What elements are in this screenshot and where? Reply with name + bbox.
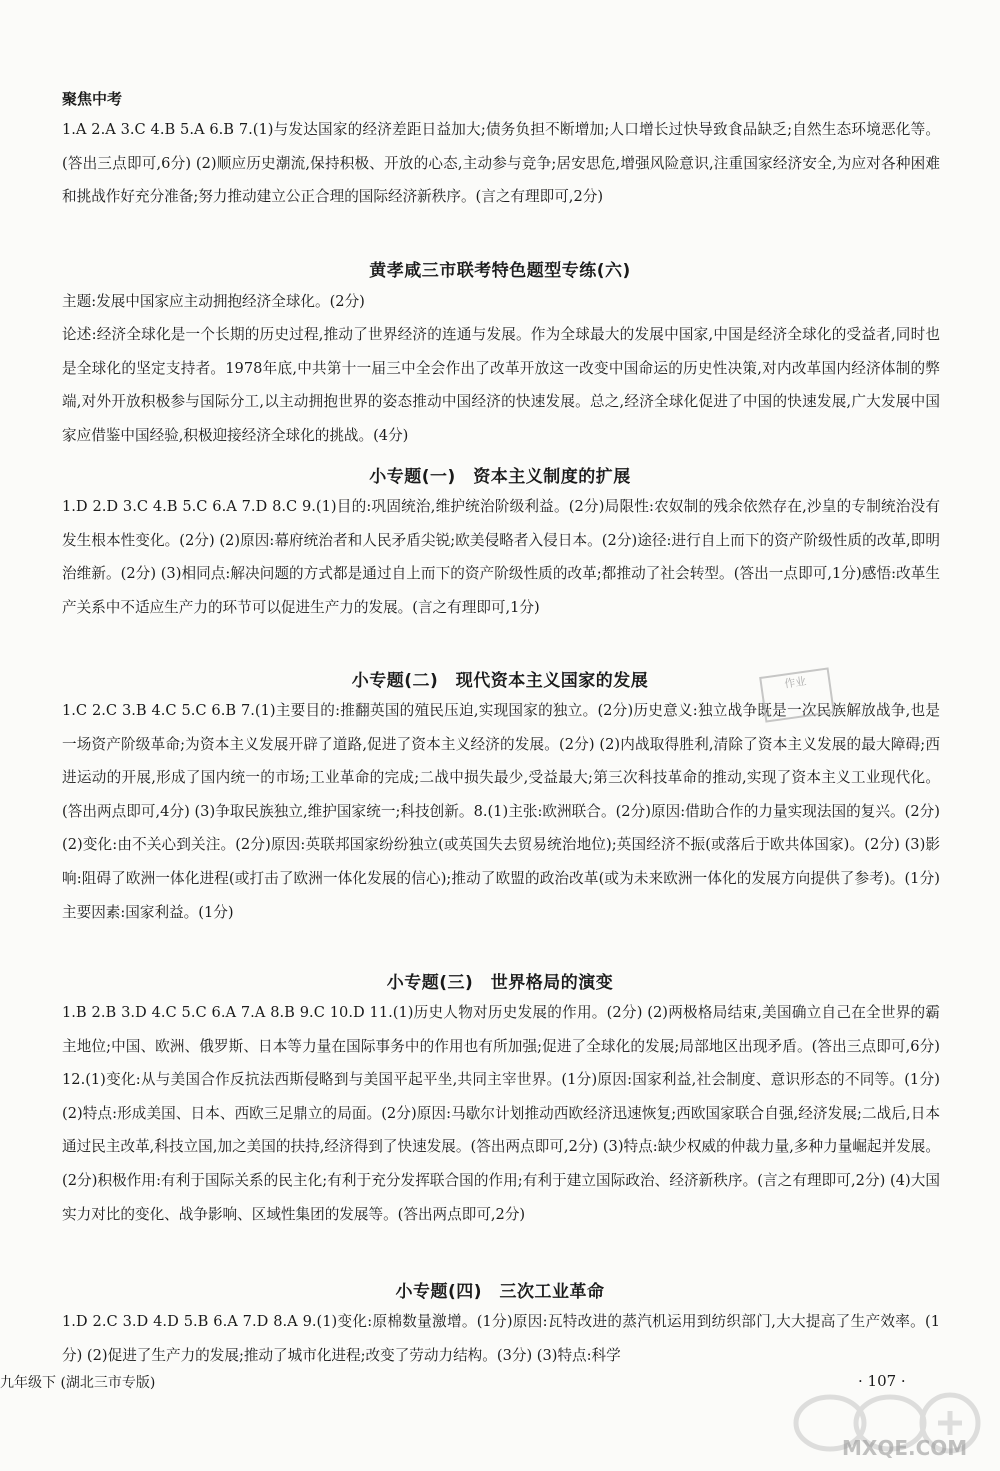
topic-4-answers: 1.D 2.C 3.D 4.D 5.B 6.A 7.D 8.A 9.(1)变化:原棉数量激增。(1分)原因:瓦特改进的蒸汽机运用到纺织部门,大大提高了生产效率。(1分) (2)促进了生产力的发展;推动了城市化进程;改变了劳动力结构。(3分) (3)特点:科学 bbox=[62, 1313, 940, 1364]
topic-3-answers: 1.B 2.B 3.D 4.C 5.C 6.A 7.A 8.B 9.C 10.D 11.(1)历史人物对历史发展的作用。(2分) (2)两极格局结束,美国确立自己在全世界的霸主地位;中国、欧洲、俄罗斯、日本等力量在国际事务中的作用也有所加强;促进了全球化的发展;局部地区出现矛盾。(答出三点即可,6分) 12.(1)变化:从与美国合作反抗法西斯侵略到与美国平起平坐,共同主宰世界。(1分)原因:国家利益,社会制度、意识形态的不同等。(1分) (2)特点:形成美国、日本、西欧三足鼎立的局面。(2分)原因:马歇尔计划推动西欧经济迅速恢复;西欧国家联合自强,经济发展;二战后,日本通过民主改革,科技立国,加之美国的扶持,经济得到了快速发展。(答出两点即可,2分) (3)特点:缺少权威的仲裁力量,多种力量崛起并发展。(2分)积极作用:有利于国际关系的民主化;有利于充分发挥联合国的作用;有利于建立国际政治、经济新秩序。(言之有理即可,2分) (4)大国实力对比的变化、战争影响、区域性集团的发展等。(答出两点即可,2分) bbox=[62, 1004, 940, 1223]
watermark-text: MXQE.COM bbox=[842, 1436, 968, 1460]
section-title-topic-4: 小专题(四) 三次工业革命 bbox=[395, 1282, 605, 1302]
homework-stamp bbox=[759, 667, 835, 722]
focus-heading: 聚焦中考 bbox=[62, 90, 123, 108]
section-title-topic-1: 小专题(一) 资本主义制度的扩展 bbox=[369, 467, 631, 487]
topic-2-answers: 1.C 2.C 3.B 4.C 5.C 6.B 7.(1)主要目的:推翻英国的殖民压迫,实现国家的独立。(2分)历史意义:独立战争既是一次民族解放战争,也是一场资产阶级革命;为资本主义发展开辟了道路,促进了资本主义经济的发展。(2分) (2)内战取得胜利,清除了资本主义发展的最大障碍;西进运动的开展,形成了国内统一的市场;工业革命的完成;二战中损失最少,受益最大;第三次科技革命的推动,实现了资本主义工业现代化。(答出两点即可,4分) (3)争取民族独立,维护国家统一;科技创新。8.(1)主张:欧洲联合。(2分)原因:借助合作的力量实现法国的复兴。(2分) (2)变化:由不关心到关注。(2分)原因:英联邦国家纷纷独立(或英国失去贸易统治地位);英国经济不振(或落后于欧共体国家)。(2分) (3)影响:阻碍了欧洲一体化进程(或打击了欧洲一体化发展的信心);推动了欧盟的政治改革(或为未来欧洲一体化的发展方向提供了参考)。(1分)主要因素:国家利益。(1分) bbox=[62, 702, 940, 921]
section-title-topic-3: 小专题(三) 世界格局的演变 bbox=[386, 973, 614, 993]
special-6-discussion: 论述:经济全球化是一个长期的历史过程,推动了世界经济的连通与发展。作为全球最大的发展中国家,中国是经济全球化的受益者,同时也是全球化的坚定支持者。1978年底,中共第十一届三中全会作出了改革开放这一改变中国命运的历史性决策,对内改革国内经济体制的弊端,对外开放积极参与国际分工,以主动拥抱世界的姿态推动中国经济的快速发展。总之,经济全球化促进了中国的快速发展,广大发展中国家应借鉴中国经验,积极迎接经济全球化的挑战。(4分) bbox=[62, 326, 940, 444]
section-title-special-6: 黄孝咸三市联考特色题型专练(六) bbox=[369, 261, 631, 281]
special-6-topic: 主题:发展中国家应主动拥抱经济全球化。(2分) bbox=[62, 293, 365, 310]
footer-grade-label: 九年级下 (湖北三市专版) bbox=[0, 1375, 156, 1391]
section-title-topic-2: 小专题(二) 现代资本主义国家的发展 bbox=[351, 671, 649, 691]
stamp-label: 作业 bbox=[783, 674, 808, 691]
focus-answers: 1.A 2.A 3.C 4.B 5.A 6.B 7.(1)与发达国家的经济差距日益加大;债务负担不断增加;人口增长过快导致食品缺乏;自然生态环境恶化等。(答出三点即可,6分) (2)顺应历史潮流,保持积极、开放的心态,主动参与竞争;居安思危,增强风险意识,注重国家经济安全,为应对各种困难和挑战作好充分准备;努力推动建立公正合理的国际经济新秩序。(言之有理即可,2分) bbox=[62, 121, 940, 206]
topic-1-answers: 1.D 2.D 3.C 4.B 5.C 6.A 7.D 8.C 9.(1)目的:巩固统治,维护统治阶级利益。(2分)局限性:农奴制的残余依然存在,沙皇的专制统治没有发生根本性变化。(2分) (2)原因:幕府统治者和人民矛盾尖锐;欧美侵略者入侵日本。(2分)途径:进行自上而下的资产阶级性质的改革,即明治维新。(2分) (3)相同点:解决问题的方式都是通过自上而下的资产阶级性质的改革;都推动了社会转型。(答出一点即可,1分)感悟:改革生产关系中不适应生产力的环节可以促进生产力的发展。(言之有理即可,1分) bbox=[62, 498, 940, 616]
page-number: · 107 · bbox=[858, 1372, 906, 1390]
